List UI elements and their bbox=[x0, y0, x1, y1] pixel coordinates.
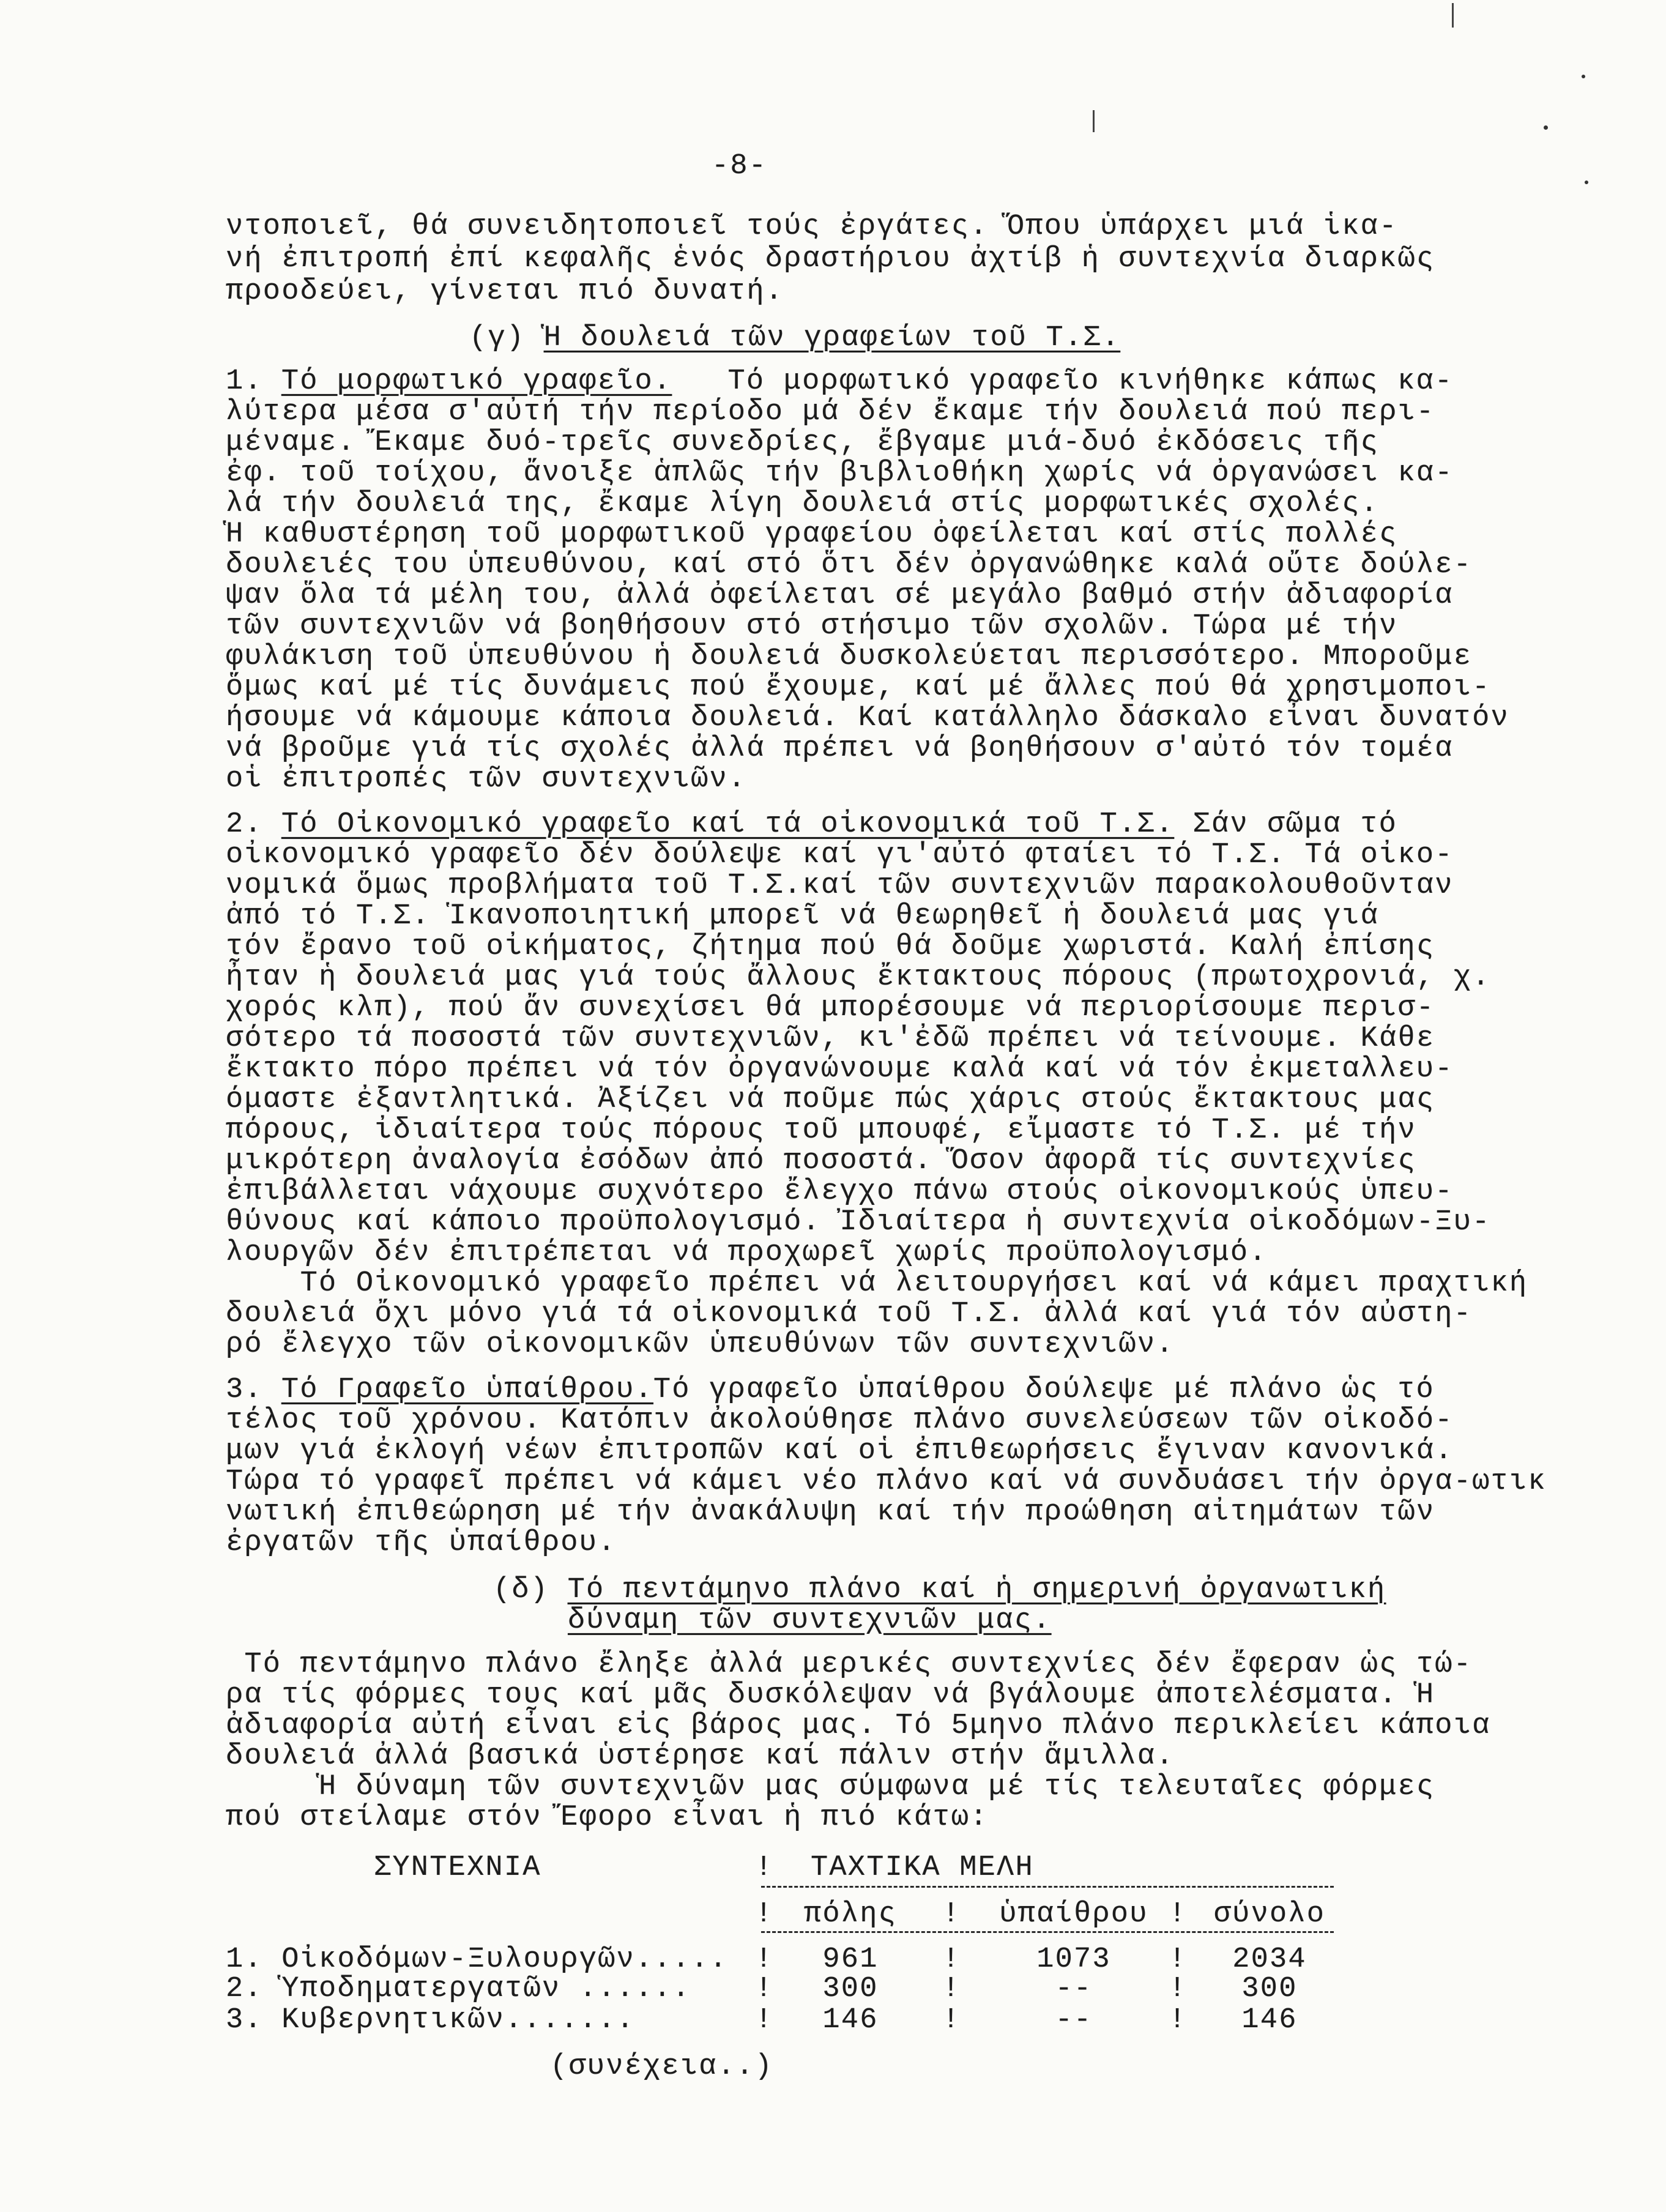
section-number: 3. bbox=[226, 1374, 263, 1406]
section-educational-office bbox=[226, 367, 1509, 795]
table-rule bbox=[761, 1886, 1334, 1888]
section-number: 2. bbox=[226, 808, 263, 841]
text-line: νομικά ὅμως προβλήματα τοῦ Τ.Σ.καί τῶν συντεχνιῶν παρακολουθοῦνταν bbox=[226, 870, 1454, 902]
text-line: πόρους, ἰδιαίτερα τούς πόρους τοῦ μπουφέ, εἴμαστε τό Τ.Σ. μέ τήν bbox=[226, 1114, 1416, 1147]
text-line: ρα τίς φόρμες τους καί μᾶς δυσκόλεψαν νά βγάλουμε ἀποτελέσματα. Ἡ bbox=[226, 1679, 1435, 1711]
table-subheader-row bbox=[0, 1899, 1666, 1930]
section-first-line-text: Τό μορφωτικό γραφεῖο κινήθηκε κάπως κα- bbox=[672, 365, 1454, 398]
column-separator: ! bbox=[755, 1852, 774, 1884]
city-members: 146 bbox=[822, 2004, 879, 2036]
union-name: 2. Ὑποδηματεργατῶν ...... bbox=[226, 1973, 691, 2005]
text-line: ἦταν ἡ δουλειά μας γιά τούς ἄλλους ἔκτακτους πόρους (πρωτοχρονιά, χ. bbox=[226, 961, 1491, 994]
text-line: λουργῶν δέν ἐπιτρέπεται νά προχωρεῖ χωρίς προϋπολογισμό. bbox=[226, 1237, 1268, 1269]
text-line: χορός κλπ), πού ἄν συνεχίσει θά μπορέσουμε νά περιορίσουμε περισ- bbox=[226, 992, 1435, 1024]
column-separator: ! bbox=[1169, 1973, 1188, 2005]
heading-title-line-1: Τό πεντάμηνο πλάνο καί ἡ σημερινή ὀργανωτική bbox=[567, 1574, 1386, 1606]
section-heading-d bbox=[493, 1575, 1386, 1606]
text-line: Τό πεντάμηνο πλάνο ἔληξε ἀλλά μερικές συντεχνίες δέν ἔφεραν ὡς τώ- bbox=[226, 1648, 1473, 1681]
text-line: δουλειές του ὑπευθύνου, καί στό ὅτι δέν ὀργανώθηκε καλά οὔτε δούλε- bbox=[226, 549, 1473, 581]
text-line: λύτερα μέσα σ'αὐτή τήν περίοδο μά δέν ἔκαμε τήν δουλειά πού περι- bbox=[226, 396, 1435, 428]
text-line: ἐργατῶν τῆς ὑπαίθρου. bbox=[226, 1527, 617, 1559]
continuation-note: (συνέχεια..) bbox=[550, 2050, 773, 2083]
text-line: ἀδιαφορία αὐτή εἶναι εἰς βάρος μας. Τό 5μηνο πλάνο περικλείει κάποια bbox=[226, 1710, 1491, 1742]
scan-speck bbox=[1585, 181, 1588, 184]
total-members: 146 bbox=[1241, 2004, 1298, 2036]
heading-label: (γ) bbox=[469, 322, 544, 354]
column-separator: ! bbox=[1169, 1898, 1188, 1931]
section-first-line bbox=[226, 1375, 1547, 1406]
text-line: νή ἐπιτροπή ἐπί κεφαλῆς ἑνός δραστήριου ἀχτίβ ἡ συντεχνία διαρκῶς bbox=[226, 243, 1435, 275]
text-line: ἐπιβάλλεται νάχουμε συχνότερο ἔλεγχο πάνω στούς οἰκονομικούς ὑπευ- bbox=[226, 1175, 1454, 1208]
text-line: μικρότερη ἀναλογία ἐσόδων ἀπό ποσοστά. Ὅσον ἀφορᾶ τίς συντεχνίες bbox=[226, 1145, 1416, 1177]
text-line: ρό ἔλεγχο τῶν οἰκονομικῶν ὑπευθύνων τῶν συντεχνιῶν. bbox=[226, 1328, 1175, 1361]
column-header-countryside: ὑπαίθρου bbox=[999, 1898, 1148, 1931]
text-line: θύνους καί κάποιο προϋπολογισμό. Ἰδιαίτερα ἡ συντεχνία οἰκοδόμων-Ξυ- bbox=[226, 1206, 1491, 1238]
text-line: οἰκονομικό γραφεῖο δέν δούλεψε καί γι'αὐτό φταίει τό Τ.Σ. Τά οἰκο- bbox=[226, 839, 1454, 871]
text-line: ψαν ὅλα τά μέλη του, ἀλλά ὀφείλεται σέ μεγάλο βαθμό στήν ἀδιαφορία bbox=[226, 579, 1454, 612]
text-line: νωτική ἐπιθεώρηση μέ τήν ἀνακάλυψη καί τήν προώθηση αἰτημάτων τῶν bbox=[226, 1496, 1435, 1529]
text-line: δουλειά ἀλλά βασικά ὑστέρησε καί πάλιν στήν ἅμιλλα. bbox=[226, 1740, 1175, 1773]
column-separator: ! bbox=[755, 1898, 774, 1931]
section-heading-d-line-2 bbox=[568, 1606, 1052, 1636]
text-line: οἱ ἐπιτροπές τῶν συντεχνιῶν. bbox=[226, 763, 747, 795]
total-members: 300 bbox=[1241, 1973, 1298, 2005]
text-line: πού στείλαμε στόν Ἔφορο εἶναι ἡ πιό κάτω: bbox=[226, 1801, 989, 1834]
column-header-city: πόλης bbox=[803, 1898, 898, 1931]
section-title: Τό Οἰκονομικό γραφεῖο καί τά οἰκονομικά τοῦ Τ.Σ. bbox=[281, 808, 1175, 841]
section-first-line bbox=[226, 367, 1509, 397]
five-month-plan-paragraph bbox=[226, 1650, 1491, 1833]
text-line: μέναμε. Ἔκαμε δυό-τρεῖς συνεδρίες, ἔβγαμε μιά-δυό ἐκδόσεις τῆς bbox=[226, 426, 1380, 459]
column-separator: ! bbox=[1169, 1943, 1188, 1976]
city-members: 961 bbox=[822, 1943, 879, 1976]
table-rule bbox=[761, 1931, 1334, 1933]
text-line: μων γιά ἐκλογή νέων ἐπιτροπῶν καί οἱ ἐπιθεωρήσεις ἔγιναν κανονικά. bbox=[226, 1435, 1454, 1467]
column-separator: ! bbox=[1169, 2004, 1188, 2036]
scan-mark bbox=[1452, 3, 1454, 28]
column-header-union: ΣΥΝΤΕΧΝΙΑ bbox=[374, 1852, 541, 1884]
scan-speck bbox=[1544, 125, 1548, 130]
countryside-members: -- bbox=[1055, 1973, 1093, 2005]
section-heading-g bbox=[469, 323, 1120, 354]
heading-label: (δ) bbox=[493, 1574, 568, 1606]
text-line: τέλος τοῦ χρόνου. Κατόπιν ἀκολούθησε πλάνο συνελεύσεων τῶν οἰκοδό- bbox=[226, 1404, 1454, 1437]
column-separator: ! bbox=[942, 1943, 961, 1976]
text-line: Τώρα τό γραφεῖ πρέπει νά κάμει νέο πλάνο καί νά συνδυάσει τήν ὀργα-ωτικ bbox=[226, 1465, 1547, 1498]
text-line: τόν ἔρανο τοῦ οἰκήματος, ζήτημα πού θά δοῦμε χωριστά. Καλή ἐπίσης bbox=[226, 931, 1435, 963]
text-line: Τό Οἰκονομικό γραφεῖο πρέπει νά λειτουργήσει καί νά κάμει πραχτική bbox=[226, 1267, 1528, 1300]
heading-title-line-2: δύναμη τῶν συντεχνιῶν μας. bbox=[568, 1604, 1052, 1637]
section-number: 1. bbox=[226, 365, 263, 398]
section-first-line-text: Σάν σῶμα τό bbox=[1174, 808, 1398, 841]
text-line: ἐφ. τοῦ τοίχου, ἄνοιξε ἁπλῶς τήν βιβλιοθήκη χωρίς νά ὀργανώσει κα- bbox=[226, 457, 1454, 490]
text-line: δουλειά ὄχι μόνο γιά τά οἰκονομικά τοῦ Τ.Σ. ἀλλά καί γιά τόν αὐστη- bbox=[226, 1298, 1473, 1330]
union-name: 1. Οἰκοδόμων-Ξυλουργῶν..... bbox=[226, 1943, 728, 1976]
text-line: τῶν συντεχνιῶν νά βοηθήσουν στό στήσιμο τῶν σχολῶν. Τώρα μέ τήν bbox=[226, 610, 1398, 642]
section-body bbox=[226, 1406, 1547, 1558]
section-title: Τό μορφωτικό γραφεῖο. bbox=[281, 365, 672, 398]
section-countryside-office bbox=[226, 1375, 1547, 1558]
heading-title: Ἡ δουλειά τῶν γραφείων τοῦ Τ.Σ. bbox=[543, 322, 1121, 354]
text-line: ήσουμε νά κάμουμε κάποια δουλειά. Καί κατάλληλο δάσκαλο εἶναι δυνατόν bbox=[226, 702, 1509, 734]
text-line: Ἡ δύναμη τῶν συντεχνιῶν μας σύμφωνα μέ τίς τελευταῖες φόρμες bbox=[226, 1771, 1435, 1803]
section-title: Τό Γραφεῖο ὑπαίθρου. bbox=[281, 1374, 653, 1406]
countryside-members: 1073 bbox=[1036, 1943, 1111, 1976]
section-first-line-text: Τό γραφεῖο ὑπαίθρου δούλεψε μέ πλάνο ὡς τό bbox=[653, 1374, 1435, 1406]
text-line: Ἡ καθυστέρηση τοῦ μορφωτικοῦ γραφείου ὀφείλεται καί στίς πολλές bbox=[226, 518, 1398, 551]
column-header-regular-members: ΤΑΧΤΙΚΑ ΜΕΛΗ bbox=[811, 1852, 1034, 1884]
text-line: προοδεύει, γίνεται πιό δυνατή. bbox=[226, 275, 784, 308]
section-first-line bbox=[226, 810, 1528, 840]
table-row bbox=[0, 1945, 1666, 1975]
column-separator: ! bbox=[942, 1898, 961, 1931]
intro-paragraph bbox=[226, 210, 1435, 308]
text-line: όμαστε ἐξαντλητικά. Ἀξίζει νά ποῦμε πώς χάρις στούς ἔκτακτους μας bbox=[226, 1084, 1435, 1116]
table-header-row bbox=[0, 1853, 1666, 1883]
city-members: 300 bbox=[822, 1973, 879, 2005]
text-line: ντοποιεῖ, θά συνειδητοποιεῖ τούς ἐργάτες. Ὅπου ὑπάρχει μιά ἱκα- bbox=[226, 210, 1398, 243]
section-body bbox=[226, 840, 1528, 1360]
column-separator: ! bbox=[755, 2004, 774, 2036]
section-body bbox=[226, 397, 1509, 795]
scan-speck bbox=[1582, 75, 1585, 78]
total-members: 2034 bbox=[1232, 1943, 1307, 1976]
section-economic-office bbox=[226, 810, 1528, 1360]
union-name: 3. Κυβερνητικῶν....... bbox=[226, 2004, 635, 2036]
text-line: ἀπό τό Τ.Σ. Ἱκανοποιητική μπορεῖ νά θεωρηθεῖ ἡ δουλειά μας γιά bbox=[226, 900, 1380, 933]
text-line: φυλάκιση τοῦ ὑπευθύνου ἡ δουλειά δυσκολεύεται περισσότερο. Μποροῦμε bbox=[226, 641, 1473, 673]
text-line: νά βροῦμε γιά τίς σχολές ἀλλά πρέπει νά βοηθήσουν σ'αὐτό τόν τομέα bbox=[226, 732, 1454, 765]
column-separator: ! bbox=[942, 2004, 961, 2036]
text-line: ἔκτακτο πόρο πρέπει νά τόν ὀργανώνουμε καλά καί νά τόν ἐκμεταλλευ- bbox=[226, 1053, 1454, 1086]
page-number: -8- bbox=[712, 150, 768, 182]
table-row bbox=[0, 2005, 1666, 2036]
column-header-total: σύνολο bbox=[1213, 1898, 1326, 1931]
table-row bbox=[0, 1974, 1666, 2005]
text-line: σότερο τά ποσοστά τῶν συντεχνιῶν, κι'ἐδῶ πρέπει νά τείνουμε. Κάθε bbox=[226, 1022, 1435, 1055]
column-separator: ! bbox=[755, 1973, 774, 2005]
scan-mark bbox=[1093, 110, 1095, 132]
column-separator: ! bbox=[755, 1943, 774, 1976]
column-separator: ! bbox=[942, 1973, 961, 2005]
text-line: λά τήν δουλειά της, ἔκαμε λίγη δουλειά στίς μορφωτικές σχολές. bbox=[226, 488, 1380, 520]
text-line: ὅμως καί μέ τίς δυνάμεις πού ἔχουμε, καί μέ ἄλλες πού θά χρησιμοποι- bbox=[226, 671, 1491, 704]
countryside-members: -- bbox=[1055, 2004, 1093, 2036]
